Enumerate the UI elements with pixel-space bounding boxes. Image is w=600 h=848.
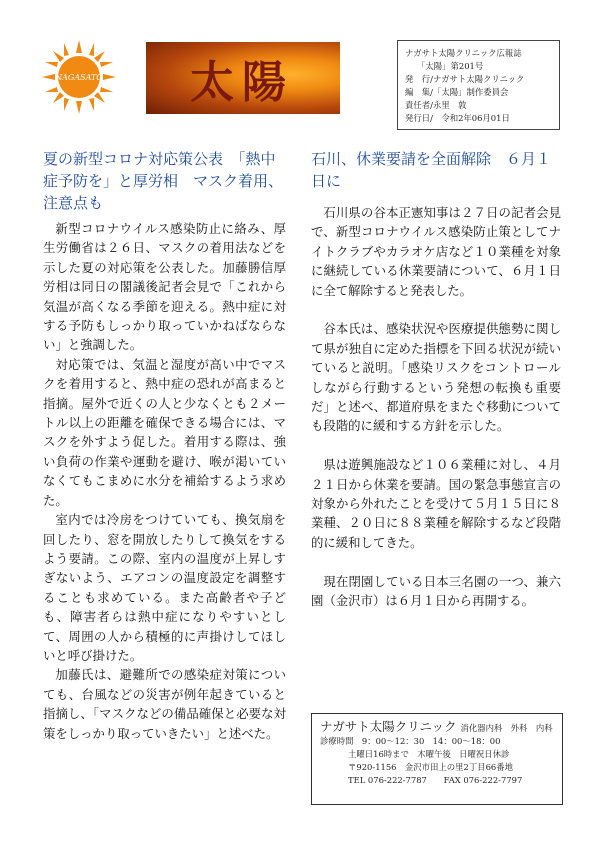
masthead-title: 太陽 <box>190 57 294 108</box>
clinic-phone: TEL 076-222-7787 FAX 076-222-7797 <box>348 775 523 785</box>
clinic-name: ナガサト太陽クリニック <box>320 719 457 734</box>
issue-number: 「太陽」第201号 <box>417 61 484 71</box>
clinic-departments: 消化器内科 外科 内科 <box>460 723 553 733</box>
masthead-banner <box>146 42 340 114</box>
info-line: 編 集/「太陽」制作委員会 <box>405 87 509 97</box>
info-line: 責任者/永里 敦 <box>405 100 467 110</box>
publication-info-box <box>397 40 560 130</box>
paragraph: 新型コロナウイルス感染防止に絡み、厚生労働省は２６日、マスクの着用法などを示した夏の対応策を公表した。加藤勝信厚労相は同日の閣議後記者会見で「これから気温が高くなる季節を迎える。熱中症に対する予防もしっかり取っていかねばならない」と強調した。 <box>43 221 286 353</box>
left-article-body <box>43 219 286 743</box>
paragraph: 県は遊興施設など１０６業種に対し、４月２１日から休業を要請。国の緊急事態宣言の対象から外れたことを受けて５月１５日に８業種、２０日に８８業種を解除するなど段階的に緩和してきた。 <box>311 457 561 550</box>
paragraph: 現在閉園している日本三名園の一つ、兼六園（金沢市）は６月１日から再開する。 <box>311 573 561 609</box>
info-line: ナガサト太陽クリニック広報誌 <box>405 48 522 58</box>
paragraph: 室内では冷房をつけていても、換気扇を回したり、窓を開放したりして換気をするよう要請。この際、室内の温度が上昇しすぎないよう、エアコンの温度設定を調整することも求めている。また高齢者や子ども、障害者らは熱中症になりやすいとして、周囲の人から積極的に声掛けしてほしいと呼び掛けた。 <box>43 512 286 663</box>
logo-text: NAGASATO <box>55 73 103 82</box>
paragraph: 対応策では、気温と湿度が高い中でマスクを着用すると、熱中症の恐れが高まると指摘。屋外で近くの人と少なくとも２メートル以上の距離を確保できる場合には、マスクを外すよう促した。着用する際は、強い負荷の作業や運動を避け、喉が渇いていなくてもこまめに水分を補給するよう求めた。 <box>43 356 286 508</box>
clinic-hours: 診療時間 9：00～12：30 14：00～18：00 <box>320 736 501 746</box>
left-article-headline: 夏の新型コロナ対応策公表 「熱中症予防を」と厚労相 マスク着用、注意点も <box>43 150 284 212</box>
right-article-body <box>311 203 561 630</box>
clinic-info-box <box>311 713 563 805</box>
info-line: 発 行/ナガサト太陽クリニック <box>405 74 525 84</box>
clinic-address: 〒920-1156 金沢市田上の里2丁目66番地 <box>348 762 513 772</box>
paragraph: 加藤氏は、避難所での感染症対策についても、台風などの災害が例年起きていると指摘し、「マスクなどの備品確保と必要な対策をしっかり取っていきたい」と述べた。 <box>43 667 286 741</box>
sun-logo-icon <box>42 40 116 114</box>
right-article-headline: 石川、休業要請を全面解除 ６月１日に <box>311 150 552 190</box>
paragraph: 谷本氏は、感染状況や医療提供態勢に関して県が独自に定めた指標を下回る状況が続いていると説明。「感染リスクをコントロールしながら行動するという発想の転換も重要だ」と述べ、都道府県をまたぐ移動についても段階的に緩和する方針を示した。 <box>311 321 561 434</box>
publish-date: 発行日/ 令和2年06月01日 <box>405 113 510 123</box>
paragraph: 石川県の谷本正憲知事は２７日の記者会見で、新型コロナウイルス感染防止策としてナイトクラブやカラオケ店など１０業種を対象に継続している休業要請について、６月１日に全て解除すると発表した。 <box>311 205 561 298</box>
clinic-closed-days: 土曜日16時まで 木曜午後 日曜祝日休診 <box>348 749 510 759</box>
